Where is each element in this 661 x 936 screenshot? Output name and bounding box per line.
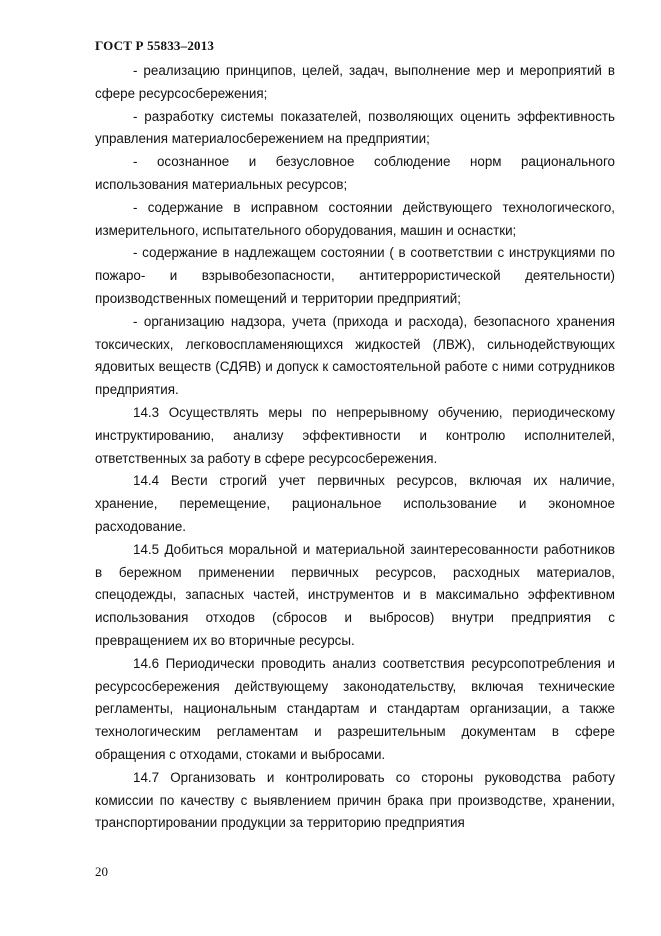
clause-14-5: 14.5 Добиться моральной и материальной заинтересованности работников в бережном применении первичных ресурсов, расходных материалов, спецодежды, запасных частей, инструментов и в максимально эффективном использования отходов (сбросов и выбросов) внутри предприятия с превращением их во вторичные ресурсы. — [95, 541, 615, 648]
page-number: 20 — [95, 864, 108, 879]
list-item: - разработку системы показателей, позволяющих оценить эффективность управления материалосбережением на предприятии; — [95, 108, 615, 147]
clause-14-7: 14.7 Организовать и контролировать со стороны руководства работу комиссии по качеству с выявлением причин брака при производстве, хранении, транспортировании продукции за территорию предприятия — [95, 769, 615, 831]
list-item: - содержание в надлежащем состоянии ( в соответствии с инструкциями по пожаро- и взрывобезопасности, антитеррористической деятельности) производственных помещений и территории предприятий; — [95, 245, 615, 306]
document-header: ГОСТ Р 55833–2013 — [95, 38, 215, 53]
list-item: - организацию надзора, учета (прихода и расхода), безопасного хранения токсических, легковоспламеняющихся жидкостей (ЛВЖ), сильнодействующих ядовитых веществ (СДЯВ) и допуск к самостоятельной работе с ними сотрудников предприятия. — [95, 313, 615, 398]
list-item: - осознанное и безусловное соблюдение норм рационального использования материальных ресурсов; — [95, 154, 615, 192]
clause-14-3: 14.3 Осуществлять меры по непрерывному обучению, периодическому инструктированию, анализу эффективности и контролю исполнителей, ответственных за работу в сфере ресурсосбережения. — [95, 404, 615, 466]
document-body — [95, 60, 615, 835]
clause-14-6: 14.6 Периодически проводить анализ соответствия ресурсопотребления и ресурсосбережения действующему законодательству, включая технические регламенты, национальным стандартам и стандартам организации, а также технологическим регламентам и разрешительным документам в сфере обращения с отходами, стоками и выбросами. — [95, 655, 615, 762]
list-item: - содержание в исправном состоянии действующего технологического, измерительного, испытательного оборудования, машин и оснастки; — [95, 199, 615, 238]
list-item: - реализацию принципов, целей, задач, выполнение мер и мероприятий в сфере ресурсосбережения; — [95, 63, 615, 101]
clause-14-4: 14.4 Вести строгий учет первичных ресурсов, включая их наличие, хранение, перемещение, рациональное использование и экономное расходование. — [95, 473, 615, 534]
